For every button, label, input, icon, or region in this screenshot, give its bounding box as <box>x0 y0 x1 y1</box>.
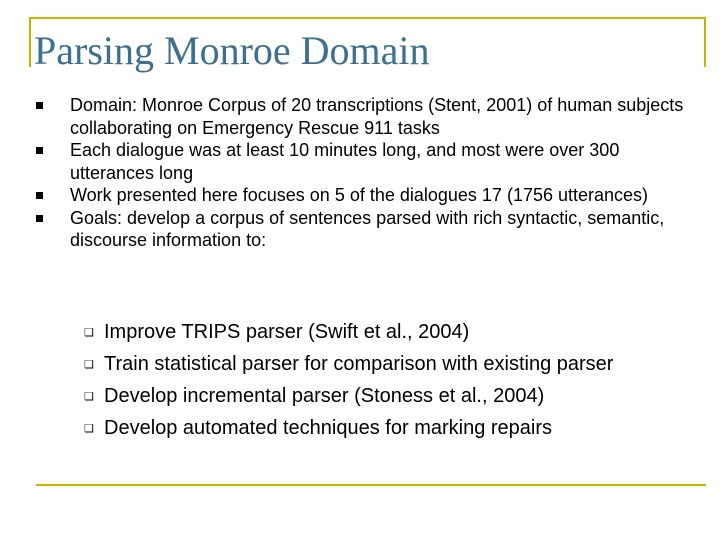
frame-right-line <box>704 17 706 67</box>
subbullet-text: Train statistical parser for comparison with existing parser <box>104 353 614 375</box>
box-bullet-icon: ❑ <box>84 423 94 435</box>
box-bullet-icon: ❑ <box>84 327 94 339</box>
box-bullet-icon: ❑ <box>84 359 94 371</box>
frame-bottom-line <box>36 484 706 486</box>
subbullet-list <box>84 316 613 444</box>
square-bullet-icon <box>36 192 43 199</box>
bullet-text: Goals: develop a corpus of sentences parsed with rich syntactic, semantic, discourse information to: <box>70 207 665 250</box>
subbullet-text: Develop incremental parser (Stoness et al., 2004) <box>104 385 545 407</box>
bullet-item <box>36 184 696 207</box>
bullet-list <box>36 94 696 252</box>
subbullet-text: Develop automated techniques for marking repairs <box>104 417 553 439</box>
square-bullet-icon <box>36 102 43 109</box>
subbullet-item <box>84 316 613 348</box>
slide-title: Parsing Monroe Domain <box>34 28 430 73</box>
bullet-item <box>36 207 696 252</box>
bullet-item <box>36 139 696 184</box>
bullet-item <box>36 94 696 139</box>
subbullet-item <box>84 412 613 444</box>
subbullet-text: Improve TRIPS parser (Swift et al., 2004) <box>104 321 470 343</box>
square-bullet-icon <box>36 147 43 154</box>
bullet-text: Work presented here focuses on 5 of the dialogues 17 (1756 utterances) <box>70 185 649 205</box>
square-bullet-icon <box>36 215 43 222</box>
subbullet-item <box>84 348 613 380</box>
subbullet-item <box>84 380 613 412</box>
frame-left-line <box>29 17 31 67</box>
bullet-text: Domain: Monroe Corpus of 20 transcriptions (Stent, 2001) of human subjects collaborating on Emergency Rescue 911 tasks <box>70 95 684 138</box>
frame-top-line <box>29 17 706 19</box>
bullet-text: Each dialogue was at least 10 minutes long, and most were over 300 utterances long <box>70 140 620 183</box>
box-bullet-icon: ❑ <box>84 391 94 403</box>
